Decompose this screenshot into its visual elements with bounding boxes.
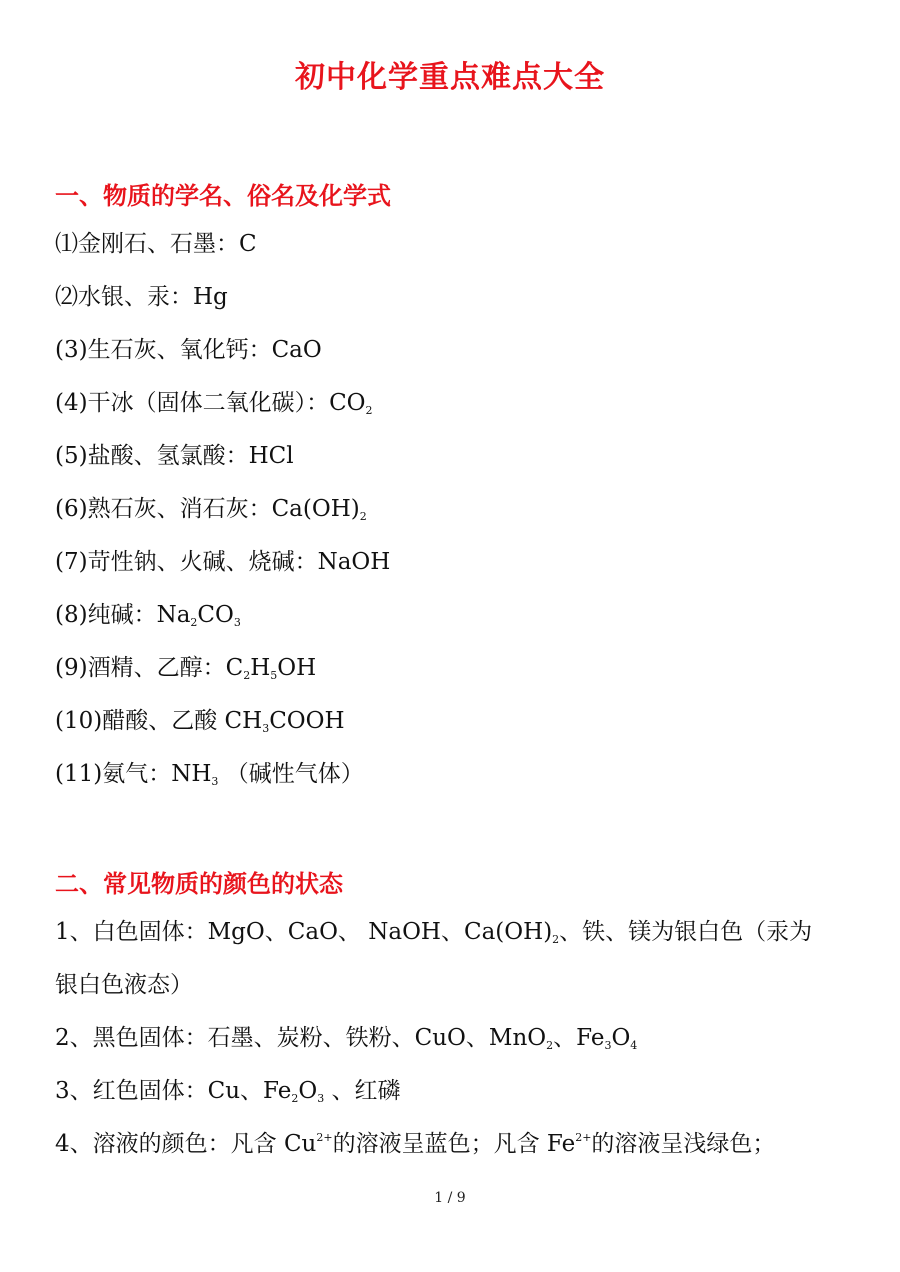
- subscript: 2: [291, 1092, 299, 1105]
- list-item-continued: 银白色液态）: [55, 972, 193, 998]
- list-item: (5)盐酸、氢氯酸：HCl: [55, 443, 294, 469]
- list-item: [55, 758, 364, 790]
- list-item: [55, 1075, 401, 1107]
- subscript: 3: [233, 616, 241, 629]
- item-text: 2、黑色固体：石墨、炭粉、铁粉、CuO、MnO: [55, 1025, 547, 1051]
- item-text: 的溶液呈蓝色；凡含 Fe: [332, 1131, 576, 1157]
- subscript: 3: [317, 1092, 325, 1105]
- item-text: CO: [197, 602, 234, 628]
- superscript: 2+: [316, 1131, 333, 1144]
- item-text: 4、溶液的颜色：凡含 Cu: [55, 1131, 317, 1157]
- page-number: 1 / 9: [434, 1190, 466, 1206]
- subscript: 2: [190, 616, 198, 629]
- item-text: (10)醋酸、乙酸 CH: [55, 708, 263, 734]
- item-text: 、Fe: [553, 1025, 605, 1051]
- item-text: O: [298, 1078, 318, 1104]
- item-text: 3、红色固体：Cu、Fe: [55, 1078, 292, 1104]
- subscript: 2: [243, 669, 251, 682]
- list-item: [55, 599, 241, 631]
- item-text: COOH: [269, 708, 345, 734]
- list-item: [55, 652, 316, 684]
- item-text: （碱性气体）: [218, 761, 364, 787]
- item-text: O: [611, 1025, 631, 1051]
- subscript: 2: [546, 1039, 554, 1052]
- item-text: OH: [277, 655, 317, 681]
- list-item: ⑵水银、汞：Hg: [55, 284, 228, 310]
- section2-heading: 二、常见物质的颜色的状态: [55, 870, 343, 898]
- item-text: H: [250, 655, 271, 681]
- item-text: 1、白色固体：MgO、CaO、 NaOH、Ca(OH): [55, 919, 553, 945]
- list-item: ⑴金刚石、石墨：C: [55, 231, 257, 257]
- item-text: (8)纯碱：Na: [55, 602, 191, 628]
- subscript: 2: [552, 933, 560, 946]
- list-item: (7)苛性钠、火碱、烧碱：NaOH: [55, 549, 391, 575]
- item-text: 、红磷: [324, 1078, 401, 1104]
- item-text: (11)氨气：NH: [55, 761, 212, 787]
- document-title: 初中化学重点难点大全: [295, 60, 605, 95]
- subscript: 2: [365, 404, 373, 417]
- subscript: 3: [211, 775, 219, 788]
- list-item: (3)生石灰、氧化钙：CaO: [55, 337, 322, 363]
- subscript: 4: [630, 1039, 638, 1052]
- list-item: [55, 705, 345, 737]
- item-text: (6)熟石灰、消石灰：Ca(OH): [55, 496, 360, 522]
- item-text: (4)干冰（固体二氧化碳）：CO: [55, 390, 366, 416]
- item-text: 、铁、镁为银白色（汞为: [559, 919, 813, 945]
- list-item: [55, 493, 367, 525]
- list-item: [55, 387, 373, 419]
- section1-heading: 一、物质的学名、俗名及化学式: [55, 182, 391, 210]
- subscript: 2: [359, 510, 367, 523]
- item-text: (9)酒精、乙醇：C: [55, 655, 244, 681]
- superscript: 2+: [575, 1131, 592, 1144]
- subscript: 3: [604, 1039, 612, 1052]
- item-text: 的溶液呈浅绿色；: [591, 1131, 776, 1157]
- subscript: 5: [270, 669, 278, 682]
- list-item: [55, 916, 812, 948]
- subscript: 3: [262, 722, 270, 735]
- list-item: [55, 1022, 637, 1054]
- list-item: [55, 1128, 775, 1160]
